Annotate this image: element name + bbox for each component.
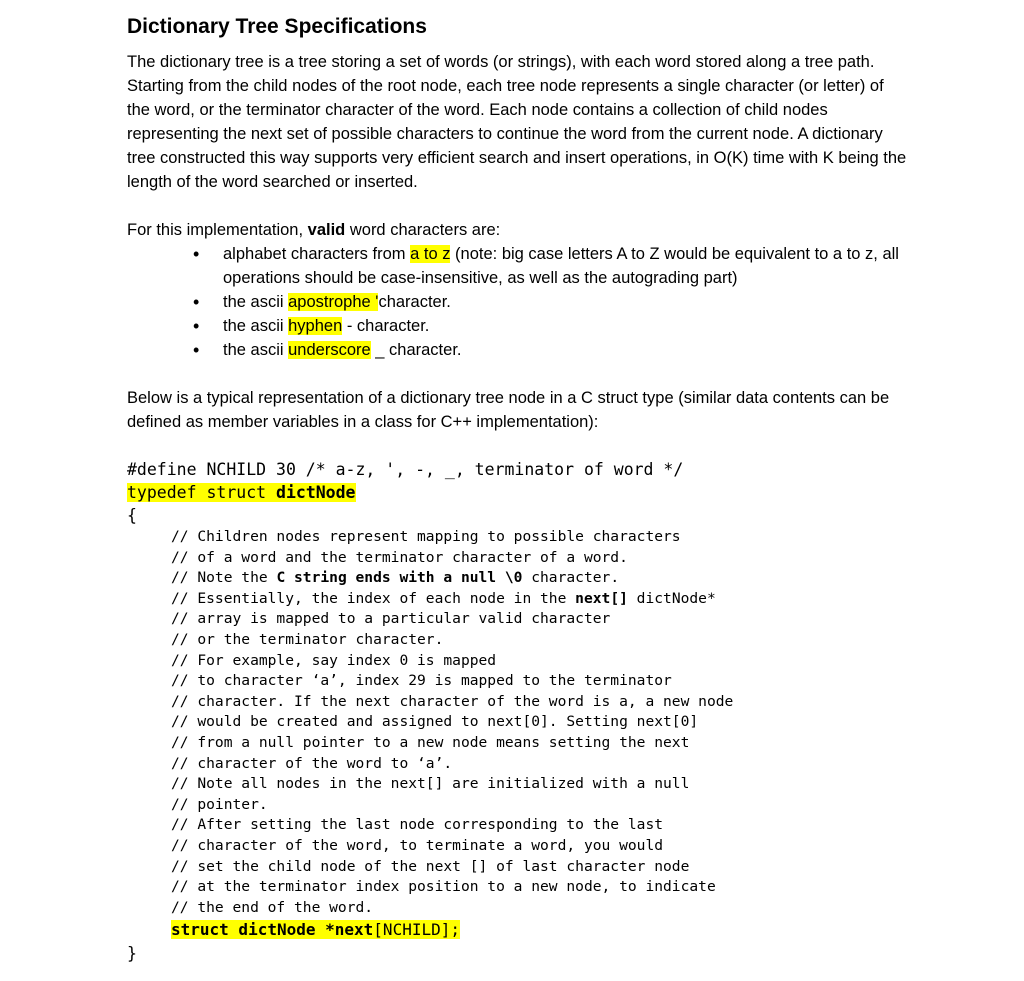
bullet-text: (note: big case letters A to Z would be equivalent to a to z, all operations should be case-insensitive, as well as the autograding part) [223, 245, 899, 287]
bullet-text: the ascii [223, 317, 289, 335]
comment-line: // or the terminator character. [171, 630, 444, 648]
typedef-line [127, 481, 907, 504]
below-paragraph: Below is a typical representation of a dictionary tree node in a C struct type (similar data contents can be defined as member variables in a class for C++ implementation): [127, 389, 890, 431]
valid-intro-bold: valid [307, 221, 346, 239]
comment-line: // character of the word, to terminate a word, you would [171, 836, 664, 854]
comment-line: // Children nodes represent mapping to possible characters [171, 528, 681, 545]
intro-paragraph: The dictionary tree is a tree storing a set of words (or strings), with each word stored along a tree path. Starting from the child nodes of the root node, each tree node represents a single character (or letter) of the word, or the terminator character of the word. Each node contains a collection of child nodes representing the next set of possible characters to continue the word from the current node. A dictionary tree constructed this way supports very efficient search and insert operations, in O(K) time with K being the length of the word searched or inserted. [127, 53, 907, 191]
bullet-text: alphabet characters from [223, 245, 411, 263]
comment-line: // would be created and assigned to next[0]. Setting next[0] [171, 713, 699, 731]
comment-line: // After setting the last node corresponding to the last [171, 816, 664, 834]
comment-text: character. [522, 569, 620, 587]
typedef-name: dictNode [276, 483, 356, 502]
comment-text: dictNode* [627, 589, 716, 607]
bullet-text: - character. [342, 317, 430, 335]
typedef-keyword: typedef struct [127, 483, 277, 502]
member-highlight [171, 920, 460, 939]
comment-bold: C string ends with a null \0 [276, 569, 523, 587]
define-line: #define NCHILD 30 /* a-z, ', -, _, terminator of word */ [127, 460, 684, 479]
comment-line: // character of the word to ‘a’. [171, 754, 453, 772]
highlight: hyphen [288, 317, 343, 335]
list-item [127, 242, 907, 290]
list-item [127, 338, 907, 362]
highlight: underscore [288, 341, 371, 359]
comment-line: // character. If the next character of the word is a, a new node [171, 692, 734, 710]
comment-line: // Note all nodes in the next[] are initialized with a null [171, 775, 690, 793]
valid-intro-after: word characters are: [345, 221, 501, 239]
comment-line: // array is mapped to a particular valid character [171, 610, 611, 628]
list-item [127, 290, 907, 314]
comment-text: // Essentially, the index of each node in the [171, 589, 576, 607]
highlight: apostrophe ' [288, 293, 379, 311]
comment-line: // For example, say index 0 is mapped [171, 651, 497, 669]
comment-line: // from a null pointer to a new node means setting the next [171, 733, 690, 751]
comment-bold: next[] [575, 589, 628, 607]
document-page [127, 14, 907, 965]
close-brace: } [127, 944, 137, 964]
valid-intro-before: For this implementation, [127, 221, 308, 239]
highlight: a to z [410, 245, 451, 263]
comment-line: // pointer. [171, 795, 268, 813]
comment-block [127, 527, 907, 918]
comment-line: // of a word and the terminator character of a word. [171, 548, 628, 566]
valid-chars-intro [127, 218, 907, 242]
comment-line: // the end of the word. [171, 898, 374, 916]
bullet-text: the ascii [223, 293, 289, 311]
member-array: [NCHILD]; [373, 920, 460, 940]
member-decl: struct dictNode *next [171, 920, 374, 940]
comment-text: // Note the [171, 569, 277, 587]
open-brace: { [127, 506, 137, 525]
page-title: Dictionary Tree Specifications [127, 15, 427, 38]
code-block [127, 458, 907, 965]
comment-line: // set the child node of the next [] of last character node [171, 857, 690, 875]
list-item [127, 314, 907, 338]
comment-line [171, 589, 907, 610]
comment-line [171, 568, 907, 589]
bullet-text: the ascii [223, 341, 289, 359]
member-line [127, 918, 907, 942]
bullet-text: _ character. [370, 341, 462, 359]
valid-chars-list [127, 242, 907, 362]
comment-line: // at the terminator index position to a new node, to indicate [171, 878, 716, 896]
bullet-text: character. [378, 293, 451, 311]
comment-line: // to character ‘a’, index 29 is mapped to the terminator [171, 672, 672, 690]
typedef-highlight [127, 483, 356, 502]
